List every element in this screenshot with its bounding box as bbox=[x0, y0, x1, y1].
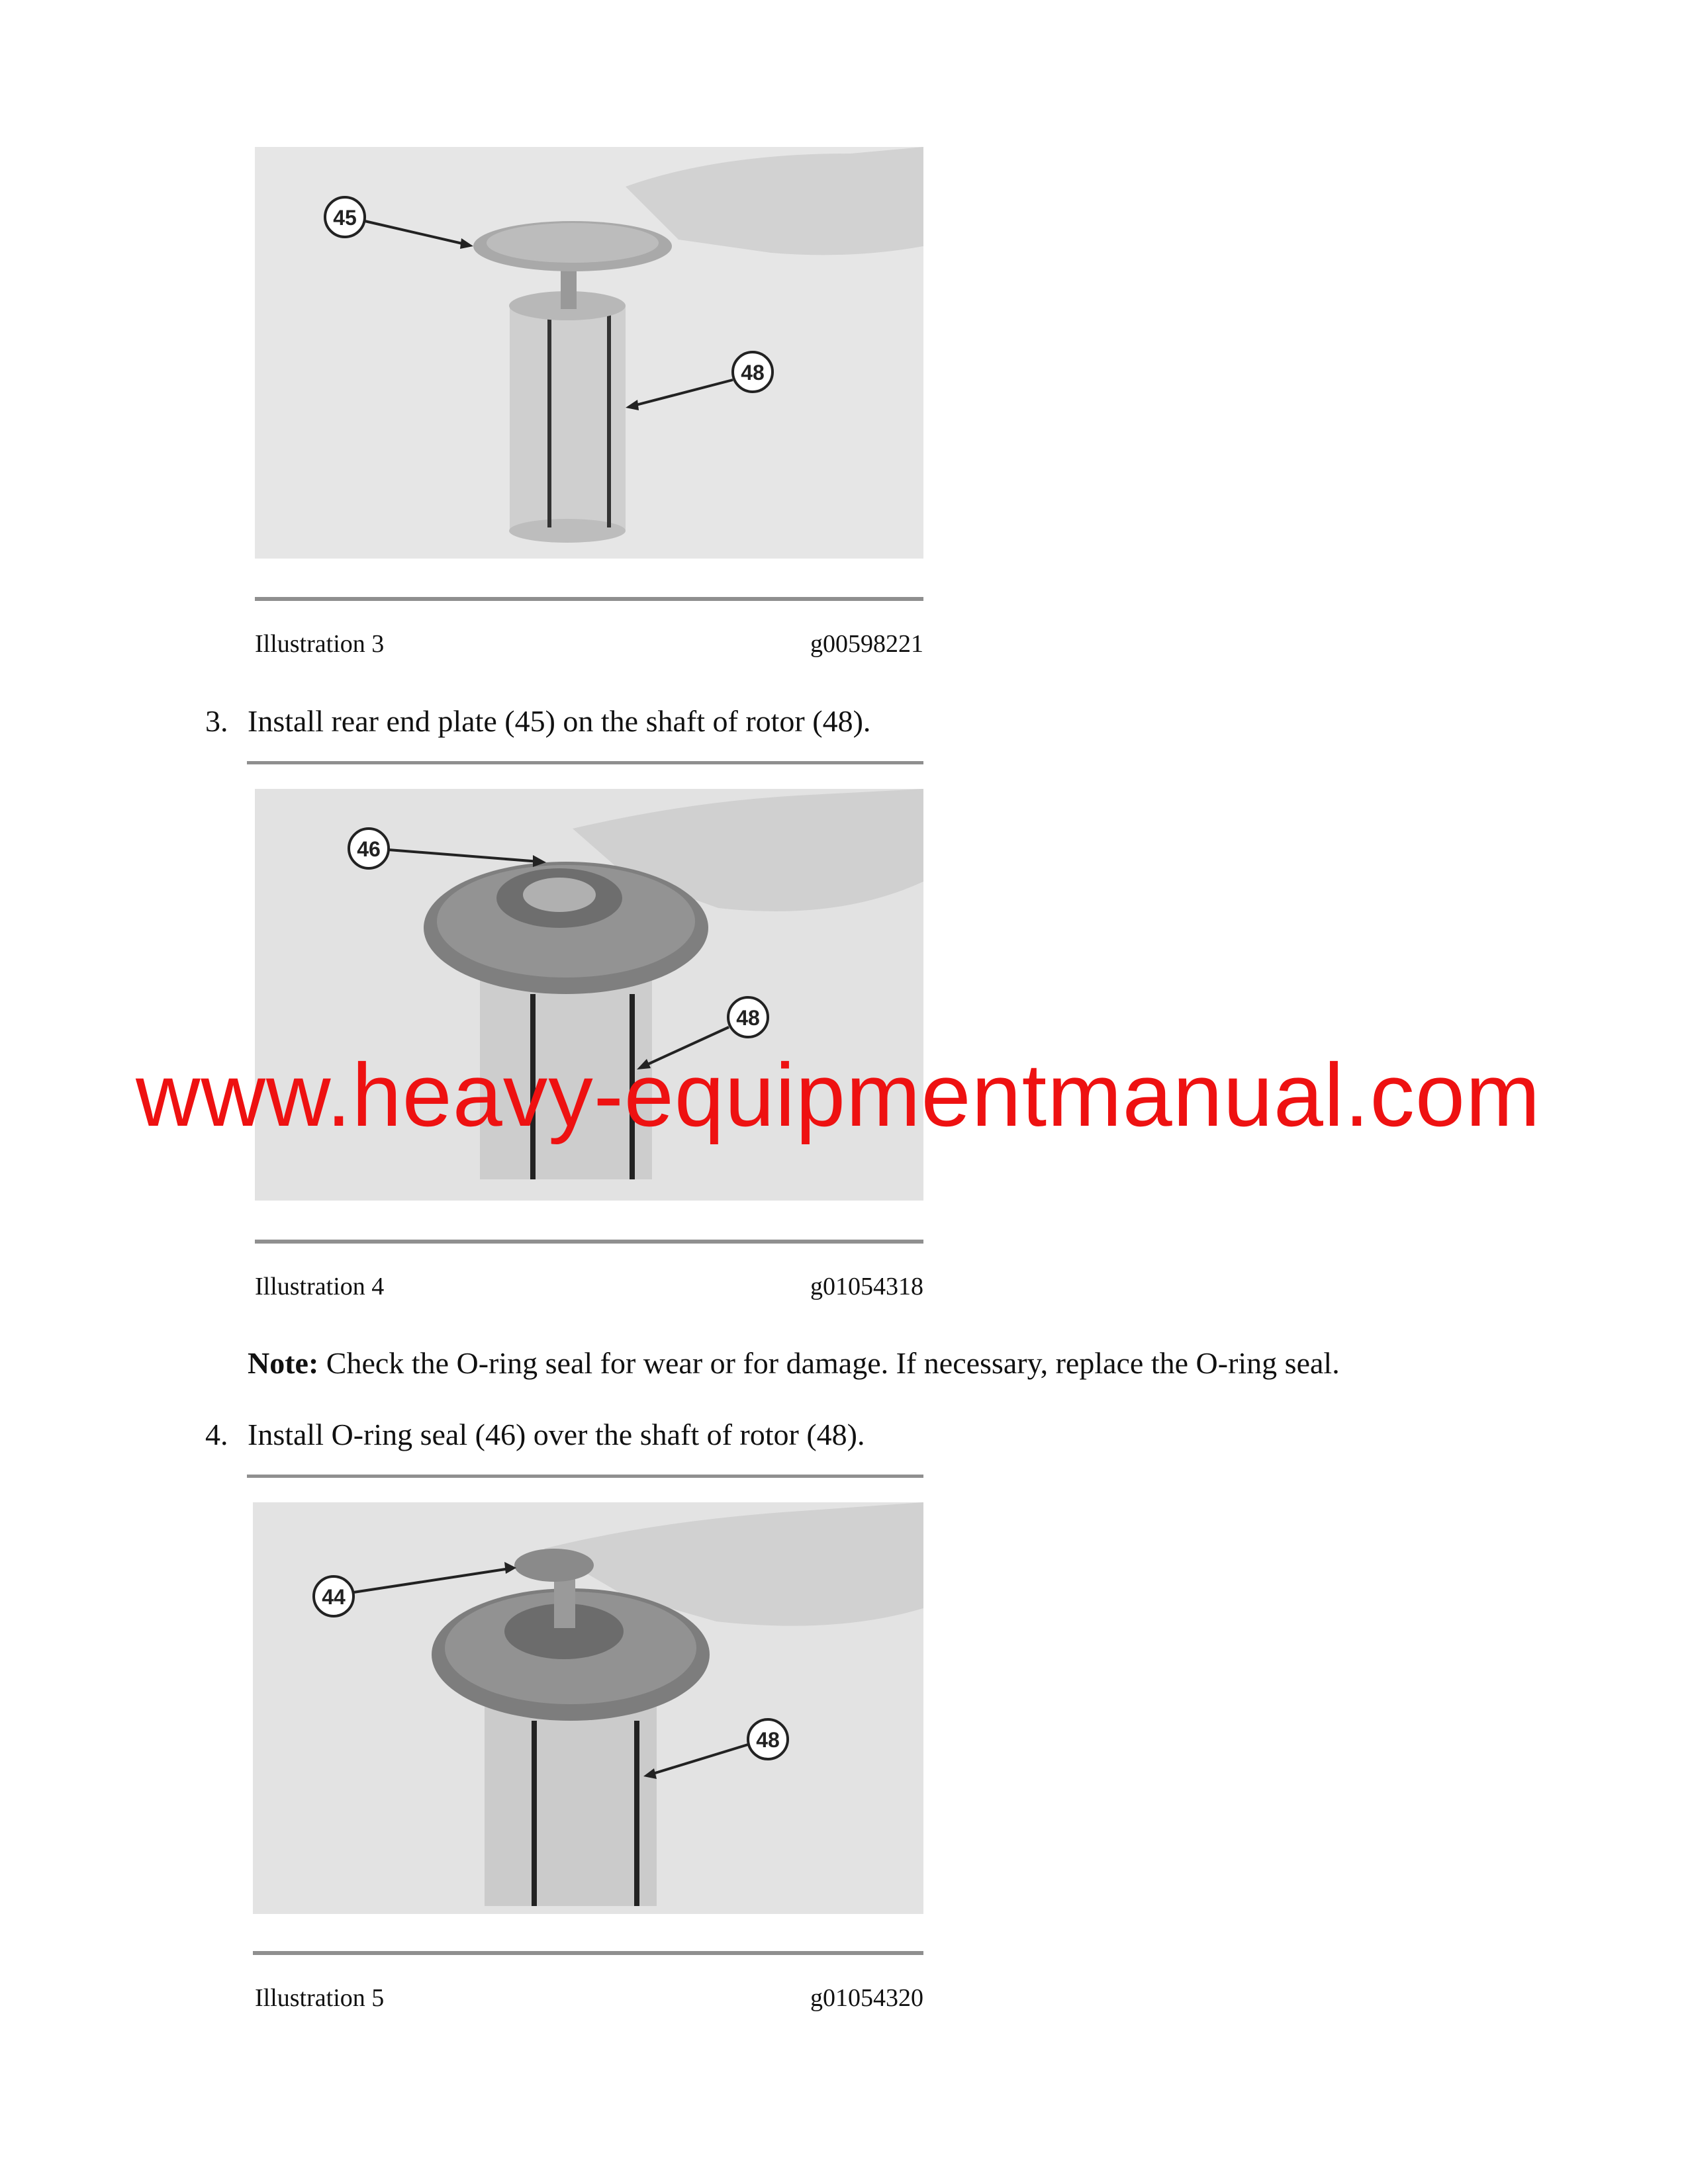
rotor-rear-end-plate-image bbox=[255, 147, 923, 559]
illustration-3-label: Illustration 3 bbox=[255, 630, 385, 658]
svg-text:44: 44 bbox=[322, 1585, 346, 1609]
svg-text:45: 45 bbox=[333, 206, 357, 230]
note-text: Check the O-ring seal for wear or for damage. If necessary, replace the O-ring seal. bbox=[318, 1346, 1340, 1380]
note bbox=[248, 1345, 1340, 1382]
step-4-text: Install O-ring seal (46) over the shaft of rotor (48). bbox=[248, 1418, 865, 1451]
step-3-number: 3. bbox=[205, 704, 228, 738]
illustration-3-rule bbox=[255, 597, 923, 601]
svg-text:48: 48 bbox=[736, 1006, 760, 1030]
illustration-3-code: g00598221 bbox=[810, 630, 923, 658]
illustration-3-photo bbox=[255, 147, 923, 559]
illustration-4-code: g01054318 bbox=[810, 1273, 923, 1300]
note-label: Note: bbox=[248, 1346, 319, 1380]
illustration-5-photo bbox=[253, 1502, 923, 1914]
step-3-rule bbox=[247, 761, 923, 764]
step-4-rule bbox=[247, 1475, 923, 1478]
watermark: www.heavy-equipmentmanual.com bbox=[136, 1045, 1541, 1145]
svg-text:46: 46 bbox=[357, 837, 381, 861]
step-4-number: 4. bbox=[205, 1418, 228, 1451]
illustration-5-label: Illustration 5 bbox=[255, 1984, 385, 2012]
bearing-install-image bbox=[253, 1502, 923, 1914]
illustration-4-rule bbox=[255, 1240, 923, 1244]
svg-text:48: 48 bbox=[741, 361, 765, 385]
illustration-5-rule bbox=[253, 1951, 923, 1955]
illustration-5-code: g01054320 bbox=[810, 1984, 923, 2012]
svg-text:48: 48 bbox=[756, 1728, 780, 1752]
step-3-text: Install rear end plate (45) on the shaft of rotor (48). bbox=[248, 704, 871, 738]
illustration-4-label: Illustration 4 bbox=[255, 1273, 385, 1300]
